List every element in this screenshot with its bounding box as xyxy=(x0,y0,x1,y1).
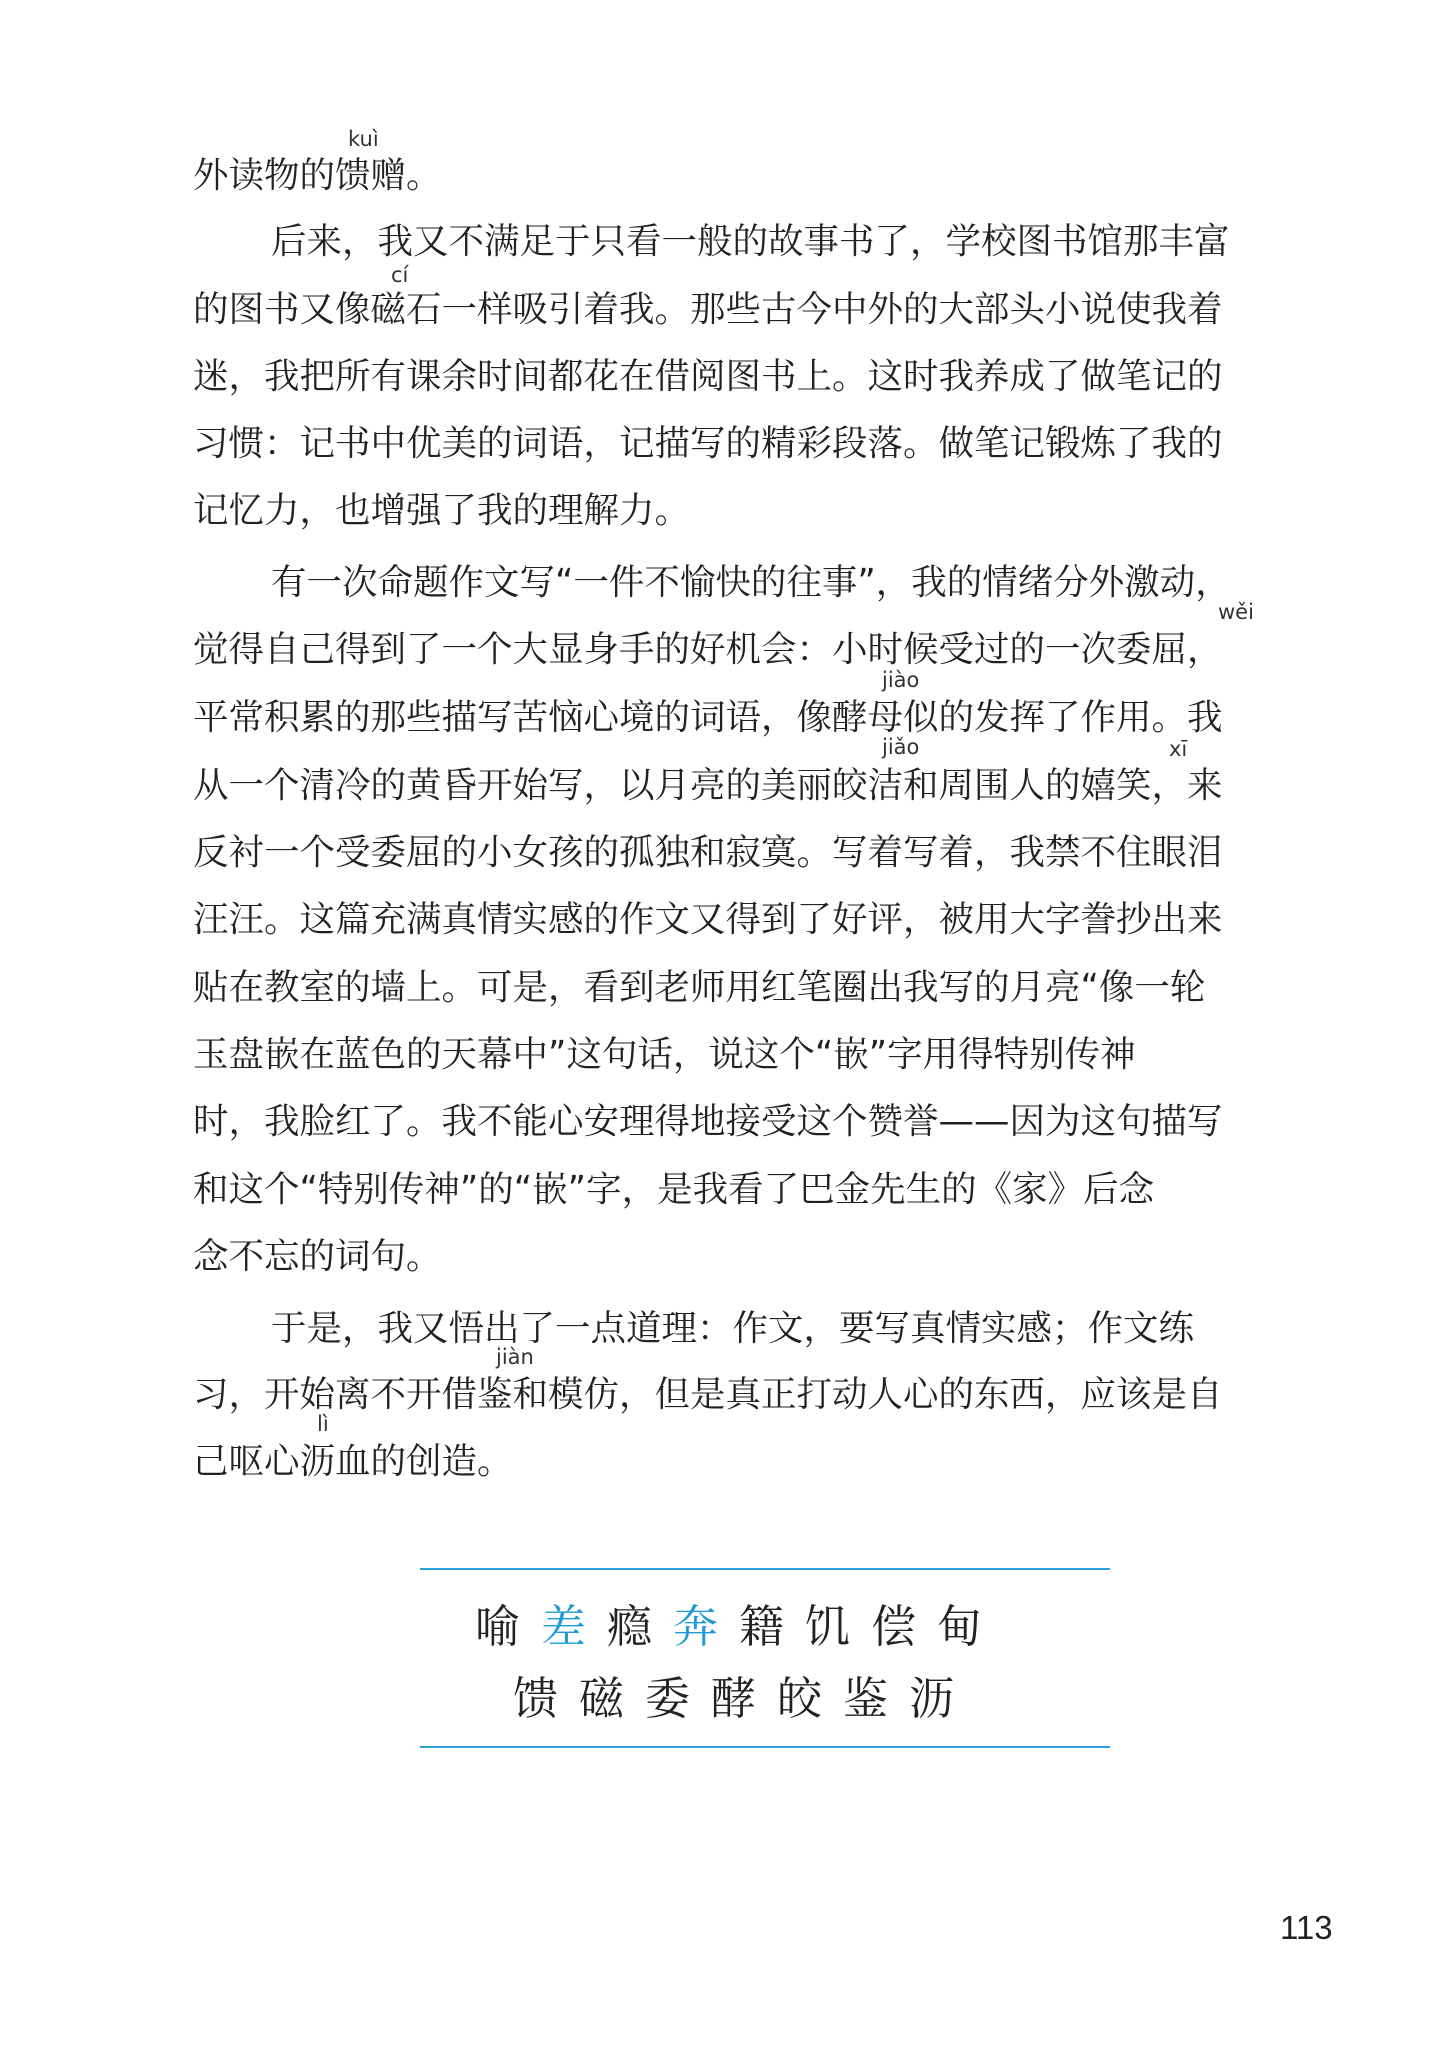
text-line: 汪汪。这篇充满真情实感的作文又得到了好评，被用大字誊抄出来 xyxy=(193,899,1223,940)
vocab-char: 酵 xyxy=(711,1672,757,1725)
pinyin-xi: xī xyxy=(1169,737,1188,761)
text-line: 记忆力，也增强了我的理解力。 xyxy=(193,490,691,531)
pinyin-jiao-third-tone: jiǎo xyxy=(882,735,920,759)
text-line: 时，我脸红了。我不能心安理得地接受这个赞誉——因为这句描写 xyxy=(193,1101,1223,1142)
vocab-char: 沥 xyxy=(909,1672,955,1725)
vocab-char: 饥 xyxy=(805,1600,851,1653)
text-line: 后来，我又不满足于只看一般的故事书了，学校图书馆那丰富 xyxy=(271,221,1230,262)
vocab-char: 馈 xyxy=(513,1672,559,1725)
vocab-char: 籍 xyxy=(739,1600,785,1653)
vocab-char: 偿 xyxy=(871,1600,917,1653)
pinyin-ci: cí xyxy=(391,263,409,287)
vocab-char-highlighted: 差 xyxy=(541,1600,587,1653)
text-line: 外读物的馈赠。 xyxy=(193,155,442,196)
text-line: 的图书又像磁石一样吸引着我。那些古今中外的大部头小说使我着 xyxy=(193,289,1223,330)
text-line: 念不忘的词句。 xyxy=(193,1236,442,1277)
vocab-char: 皎 xyxy=(777,1672,823,1725)
text-line: 贴在教室的墙上。可是，看到老师用红笔圈出我写的月亮“像一轮 xyxy=(193,967,1206,1008)
pinyin-li: lì xyxy=(317,1412,329,1436)
vocab-char: 鉴 xyxy=(843,1672,889,1725)
text-line: 习，开始离不开借鉴和模仿，但是真正打动人心的东西，应该是自 xyxy=(193,1374,1223,1415)
vocab-row-1 xyxy=(475,1597,1003,1657)
vocab-char-highlighted: 奔 xyxy=(673,1600,719,1653)
vocab-char: 瘾 xyxy=(607,1600,653,1653)
text-line: 有一次命题作文写“一件不愉快的往事”，我的情绪分外激动， xyxy=(271,562,1231,603)
vocab-row-2 xyxy=(513,1669,975,1729)
vocab-char: 甸 xyxy=(937,1600,983,1653)
text-line: 玉盘嵌在蓝色的天幕中”这句话，说这个“嵌”字用得特别传神 xyxy=(193,1034,1136,1075)
pinyin-kui: kuì xyxy=(348,127,379,151)
pinyin-jian: jiàn xyxy=(496,1345,534,1369)
text-line: 反衬一个受委屈的小女孩的孤独和寂寞。写着写着，我禁不住眼泪 xyxy=(193,832,1223,873)
vocab-char: 喻 xyxy=(475,1600,521,1653)
text-line: 平常积累的那些描写苦恼心境的词语，像酵母似的发挥了作用。我 xyxy=(193,697,1223,738)
vocab-top-rule xyxy=(420,1568,1110,1570)
text-line: 习惯：记书中优美的词语，记描写的精彩段落。做笔记锻炼了我的 xyxy=(193,423,1223,464)
pinyin-jiao: jiào xyxy=(882,668,920,692)
vocab-bottom-rule xyxy=(420,1746,1110,1748)
vocab-char: 磁 xyxy=(579,1672,625,1725)
page-number: 113 xyxy=(1280,1909,1333,1946)
vocab-char: 委 xyxy=(645,1672,691,1725)
pinyin-wei: wěi xyxy=(1218,600,1254,624)
text-line: 己呕心沥血的创造。 xyxy=(193,1441,513,1482)
text-line: 从一个清冷的黄昏开始写，以月亮的美丽皎洁和周围人的嬉笑，来 xyxy=(193,765,1223,806)
text-line: 迷，我把所有课余时间都花在借阅图书上。这时我养成了做笔记的 xyxy=(193,356,1223,397)
text-line: 觉得自己得到了一个大显身手的好机会：小时候受过的一次委屈， xyxy=(193,629,1223,670)
text-line: 于是，我又悟出了一点道理：作文，要写真情实感；作文练 xyxy=(271,1308,1195,1349)
text-line: 和这个“特别传神”的“嵌”字，是我看了巴金先生的《家》后念 xyxy=(193,1169,1155,1210)
